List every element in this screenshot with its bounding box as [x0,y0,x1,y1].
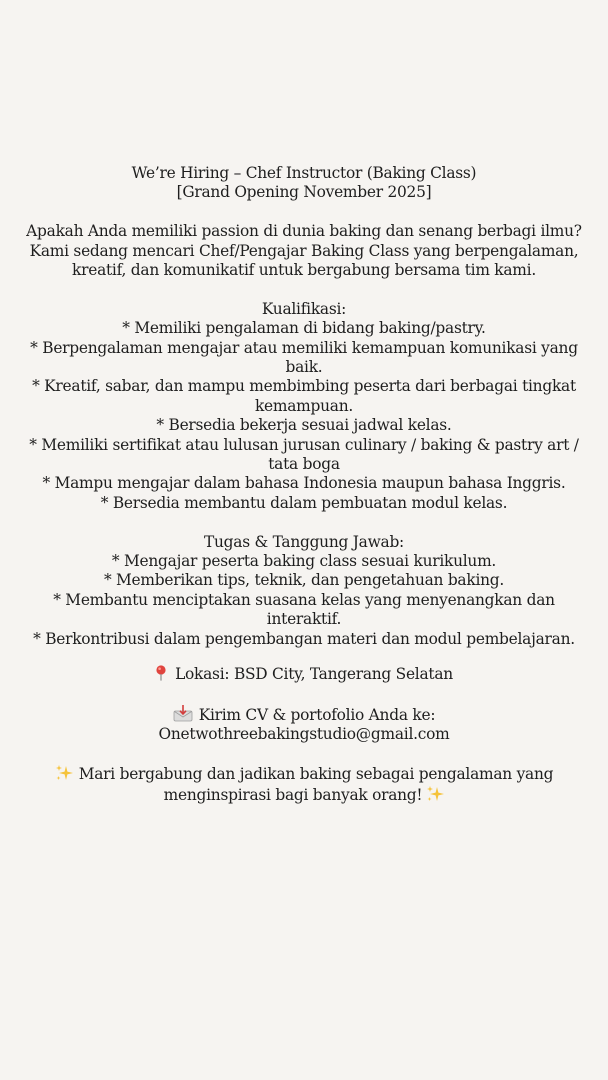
sparkles-icon [55,764,73,782]
closing-line [22,764,586,805]
duty-item: * Memberikan tips, teknik, dan pengetahuan baking. [103,571,505,590]
qualifications-heading: Kualifikasi: [261,299,347,318]
location-text: Lokasi: BSD City, Tangerang Selatan [175,665,453,684]
spacer [22,280,586,299]
pin-icon [155,665,167,681]
location-line [22,665,586,684]
contact-line [22,704,586,725]
duties-heading: Tugas & Tanggung Jawab: [203,532,404,551]
duty-item: * Membantu menciptakan suasana kelas yang menyenangkan dan interaktif. [53,590,555,629]
posting-subtitle: [Grand Opening November 2025] [176,183,432,202]
spacer [22,513,586,532]
closing-text: Mari bergabung dan jadikan baking sebagai pengalaman yang menginspirasi bagi banyak orang! [78,765,554,804]
qualification-item: * Mampu mengajar dalam bahasa Indonesia maupun bahasa Inggris. [42,474,566,493]
sparkles-icon [426,785,444,803]
qualification-item: * Kreatif, sabar, dan mampu membimbing peserta dari berbagai tingkat kemampuan. [32,377,576,415]
intro-question: Apakah Anda memiliki passion di dunia baking dan senang berbagi ilmu? [26,222,582,241]
spacer [22,745,586,764]
intro-description: Kami sedang mencari Chef/Pengajar Baking Class yang berpengalaman, kreatif, dan komunikatif untuk bergabung bersama tim kami. [29,241,579,280]
qualification-item: * Memiliki sertifikat atau lulusan jurusan culinary / baking & pastry art / tata boga [29,435,579,474]
contact-text: Kirim CV & portofolio Anda ke: [198,705,436,724]
contact-email: Onetwothreebakingstudio@gmail.com [158,725,450,744]
qualification-item: * Memiliki pengalaman di bidang baking/pastry. [122,319,486,338]
qualification-item: * Berpengalaman mengajar atau memiliki kemampuan komunikasi yang baik. [30,338,578,377]
duty-item: * Mengajar peserta baking class sesuai kurikulum. [111,552,497,571]
posting-title: We’re Hiring – Chef Instructor (Baking Class) [131,164,477,182]
qualification-item: * Bersedia membantu dalam pembuatan modul kelas. [100,493,508,512]
spacer [22,685,586,704]
qualification-item: * Bersedia bekerja sesuai jadwal kelas. [156,416,452,435]
duty-item: * Berkontribusi dalam pengembangan materi dan modul pembelajaran. [33,629,575,648]
spacer [22,203,586,222]
spacer [22,649,586,665]
mail-icon [173,704,193,722]
